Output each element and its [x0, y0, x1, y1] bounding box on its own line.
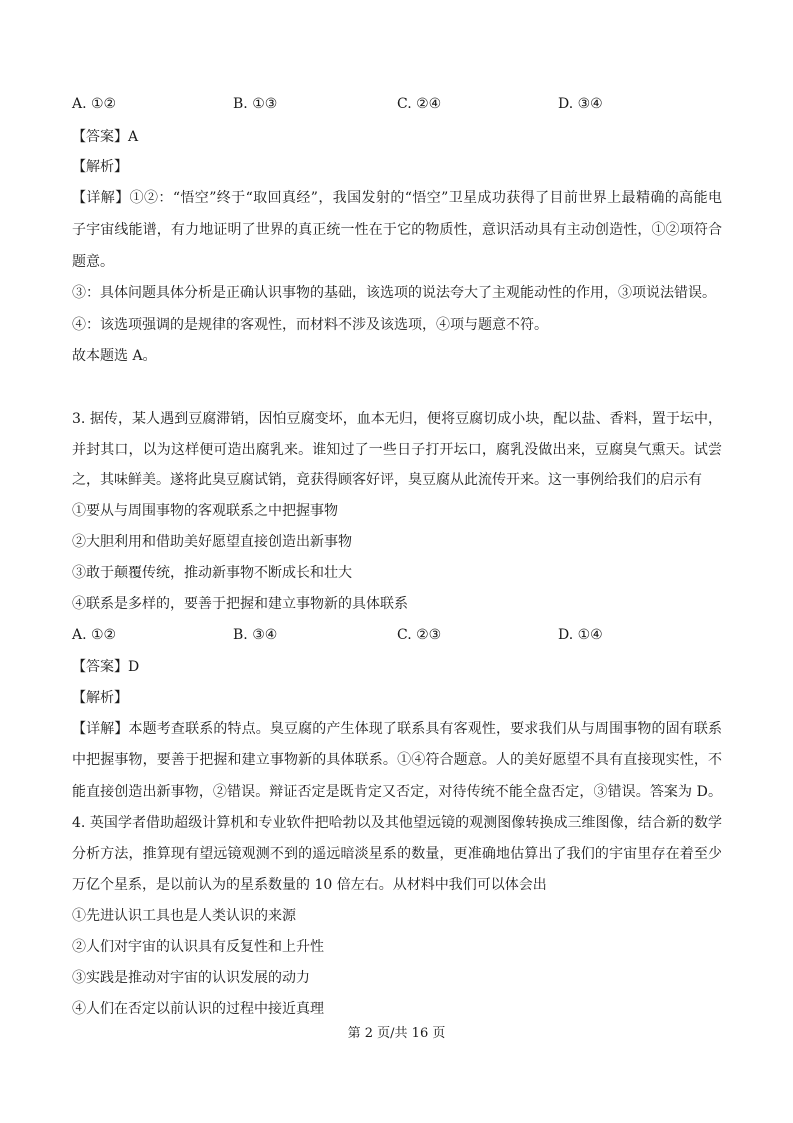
q2-analysis-label: 【解析】 [72, 159, 128, 175]
q3-detail-line: 能直接创造出新事物，②错误。辩证否定是既肯定又否定，对待传统不能全盘否定，③错误。答案为 D。 [72, 784, 722, 800]
q2-option-c: C. ②④ [397, 96, 442, 112]
q3-answer: 【答案】D [72, 659, 140, 675]
q3-stem-line: 之，其味鲜美。遂将此臭豆腐试销，竟获得顾客好评，臭豆腐从此流传开来。这一事例给我们的启示有 [72, 472, 702, 488]
q4-item: ④人们在否定以前认识的过程中接近真理 [72, 1001, 324, 1017]
q3-option-b: B. ③④ [233, 627, 278, 643]
q2-option-d: D. ③④ [558, 96, 603, 112]
q2-detail-line: 题意。 [72, 254, 114, 270]
q2-option-b: B. ①③ [233, 96, 278, 112]
q3-item: ①要从与周围事物的客观联系之中把握事物 [72, 503, 338, 519]
q3-item: ②大胆利用和借助美好愿望直接创造出新事物 [72, 534, 352, 550]
q3-stem-line: 3. 据传，某人遇到豆腐滞销，因怕豆腐变坏，血本无归，便将豆腐切成小块，配以盐、香料，置于坛中， [72, 411, 722, 427]
page-footer: 第 2 页/共 16 页 [347, 1026, 446, 1041]
q2-detail-line: 子宇宙线能谱，有力地证明了世界的真正统一性在于它的物质性，意识活动具有主动创造性，①②项符合 [72, 222, 722, 238]
q4-item: ②人们对宇宙的认识具有反复性和上升性 [72, 939, 324, 955]
q2-answer: 【答案】A [72, 129, 139, 145]
q2-option-a: A. ①② [72, 96, 117, 112]
q3-option-a: A. ①② [72, 627, 117, 643]
q3-item: ④联系是多样的，要善于把握和建立事物新的具体联系 [72, 596, 408, 612]
q3-option-d: D. ①④ [558, 627, 603, 643]
q3-stem-line: 并封其口，以为这样便可造出腐乳来。谁知过了一些日子打开坛口，腐乳没做出来，豆腐臭气熏天。试尝 [72, 442, 722, 458]
q3-item: ③敢于颠覆传统，推动新事物不断成长和壮大 [72, 565, 352, 581]
q4-stem-line: 分析方法，推算现有望远镜观测不到的遥远暗淡星系的数量，更准确地估算出了我们的宇宙里存在着至少 [72, 846, 722, 862]
q4-item: ③实践是推动对宇宙的认识发展的动力 [72, 970, 310, 986]
q2-options [72, 94, 722, 114]
q2-detail-line: ③：具体问题具体分析是正确认识事物的基础，该选项的说法夸大了主观能动性的作用，③项说法错误。 [72, 285, 716, 301]
q4-item: ①先进认识工具也是人类认识的来源 [72, 908, 296, 924]
q2-detail-line: ④：该选项强调的是规律的客观性，而材料不涉及该选项，④项与题意不符。 [72, 317, 548, 333]
q2-detail-line: 故本题选 A。 [72, 348, 157, 364]
q3-detail-line: 【详解】本题考查联系的特点。臭豆腐的产生体现了联系具有客观性，要求我们从与周围事物的固有联系 [72, 721, 722, 737]
q3-option-c: C. ②③ [397, 627, 442, 643]
q4-stem-line: 4. 英国学者借助超级计算机和专业软件把哈勃以及其他望远镜的观测图像转换成三维图像，结合新的数学 [72, 815, 722, 831]
q3-detail-line: 中把握事物，要善于把握和建立事物新的具体联系。①④符合题意。人的美好愿望不具有直接现实性，不 [72, 752, 722, 768]
q4-stem-line: 万亿个星系，是以前认为的星系数量的 10 倍左右。从材料中我们可以体会出 [72, 877, 547, 893]
q2-detail-line: 【详解】①②：“悟空”终于“取回真经”，我国发射的“悟空”卫星成功获得了目前世界上最精确的高能电 [72, 190, 722, 206]
q3-analysis-label: 【解析】 [72, 690, 128, 706]
q3-options [72, 625, 722, 645]
